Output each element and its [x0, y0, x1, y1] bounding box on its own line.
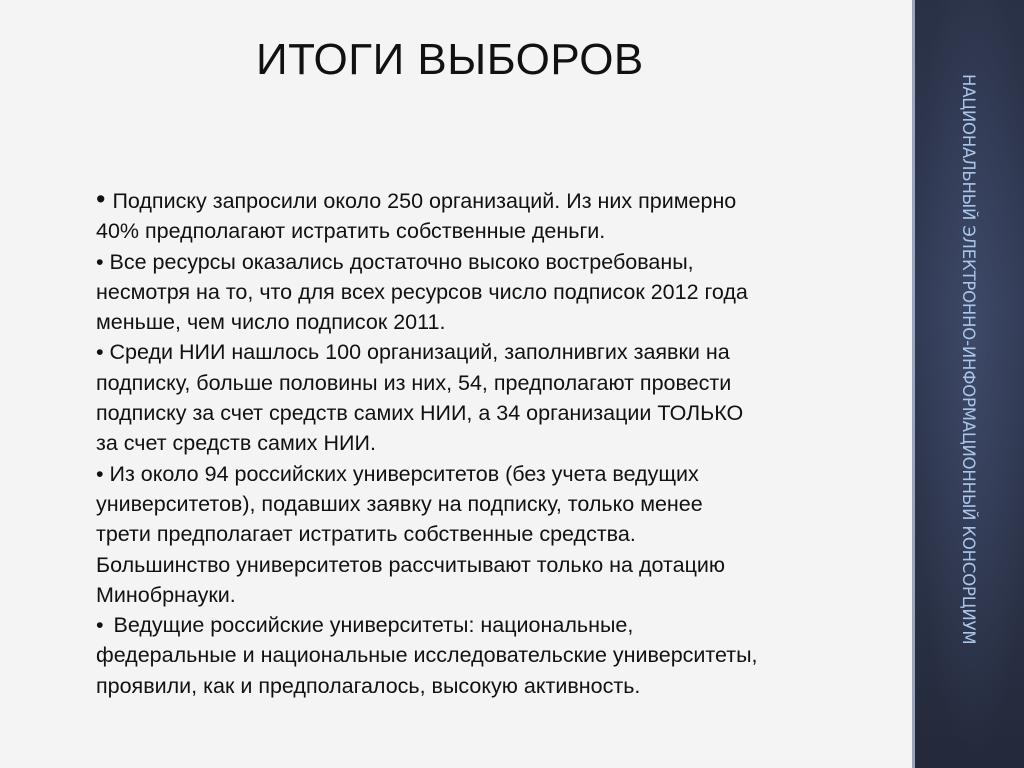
bullet-3-line-4: за счет средств самих НИИ.	[96, 431, 376, 456]
bullet-3-line-3: подписку за счет средств самих НИИ, а 34 организации ТОЛЬКО	[96, 401, 744, 426]
bullet-item-4	[96, 459, 896, 610]
bullet-2-line-3: меньше, чем число подписок 2011.	[96, 310, 446, 335]
bullet-item-5	[96, 610, 896, 701]
bullet-mark: •	[96, 249, 104, 274]
side-panel-label: НАЦИОНАЛЬНЫЙ ЭЛЕКТРОННО-ИНФОРМАЦИОННЫЙ КОНСОРЦИУМ	[959, 74, 978, 645]
bullet-4-line-3: трети предполагает истратить собственные средства.	[96, 522, 636, 547]
bullet-item-2	[96, 247, 896, 338]
bullet-item-3	[96, 337, 896, 458]
bullet-2-line-1: Все ресурсы оказались достаточно высоко востребованы,	[109, 249, 694, 274]
bullet-mark: •	[96, 340, 104, 365]
bullet-4-line-1: Из около 94 российских университетов (без учета ведущих	[109, 461, 699, 486]
bullet-3-line-2: подписку, больше половины из них, 54, предполагают провести	[96, 370, 732, 395]
bullet-4-line-5: Минобрнауки.	[96, 582, 236, 607]
bullet-2-line-2: несмотря на то, что для всех ресурсов число подписок 2012 года	[96, 279, 748, 304]
bullet-4-line-2: университетов), подавших заявку на подписку, только менее	[96, 491, 703, 516]
bullet-mark: •	[96, 461, 104, 486]
bullet-1-line-2: 40% предполагают истратить собственные деньги.	[96, 219, 606, 244]
bullet-5-line-1: Ведущие российские университеты: национальные,	[113, 613, 634, 638]
bullet-3-line-1: Среди НИИ нашлось 100 организаций, заполнивгих заявки на	[109, 340, 730, 365]
bullet-mark: •	[96, 184, 106, 214]
bullet-1-line-1: Подписку запросили около 250 организаций. Из них примерно	[112, 189, 737, 213]
bullet-5-line-3: проявили, как и предполагалось, высокую активность.	[96, 673, 641, 698]
slide-title: ИТОГИ ВЫБОРОВ	[256, 35, 644, 84]
bullet-list	[96, 184, 896, 701]
bullet-4-line-4: Большинство университетов рассчитывают только на дотацию	[96, 552, 726, 577]
bullet-5-line-2: федеральные и национальные исследовательские университеты,	[96, 643, 758, 668]
bullet-item-1	[96, 184, 896, 247]
bullet-mark: •	[96, 613, 104, 638]
